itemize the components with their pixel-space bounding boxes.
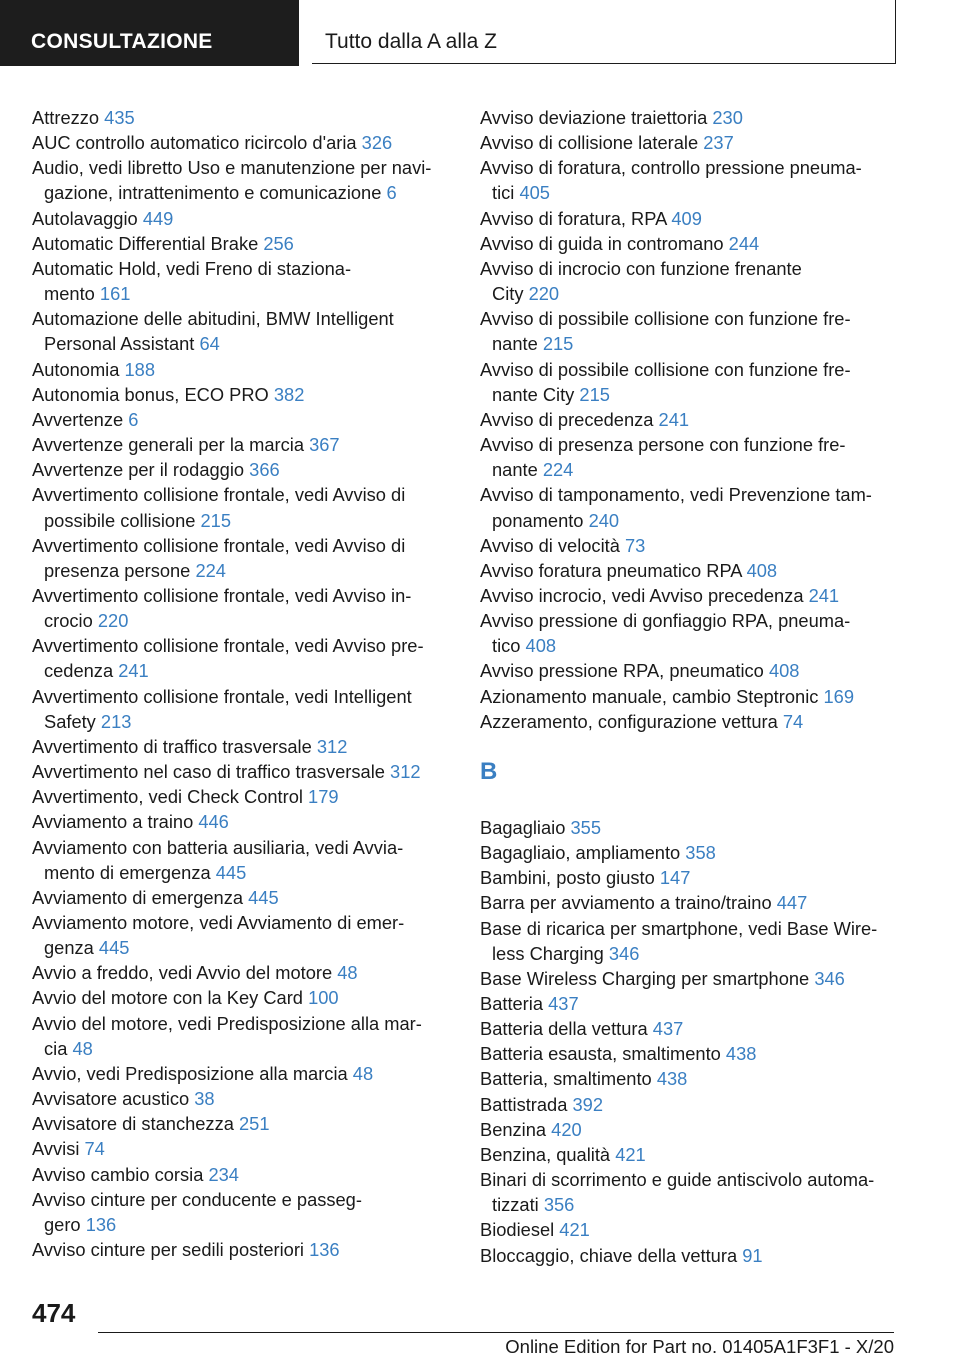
entry-term: gero (44, 1213, 81, 1235)
entry-term: Avvertimento collisione frontale, vedi Intelligent (32, 685, 412, 707)
page-reference-link[interactable]: 312 (390, 761, 421, 783)
entry-term: Autonomia bonus, ECO PRO (32, 383, 269, 405)
entry-term: Avviso pressione di gonfiaggio RPA, pneuma- (480, 610, 851, 632)
index-entry (480, 105, 900, 130)
page-reference-link[interactable]: 409 (671, 207, 702, 229)
entry-term: Binari di scorrimento e guide antiscivolo automa- (480, 1169, 875, 1191)
entry-term: genza (44, 937, 94, 959)
page-header (0, 0, 960, 66)
index-entry (480, 658, 900, 683)
index-entry (480, 432, 900, 482)
page-reference-link[interactable]: 244 (728, 232, 760, 254)
page-reference-link[interactable]: 408 (768, 660, 800, 682)
page-reference-link[interactable]: 358 (685, 842, 716, 864)
index-entry (480, 533, 900, 558)
entry-term: cia (44, 1037, 68, 1059)
index-entry (32, 1061, 450, 1086)
entry-term: Avviso di precedenza (480, 408, 654, 430)
page-reference-link[interactable]: 6 (386, 182, 397, 204)
index-entry (480, 130, 900, 155)
entry-term: Automatic Differential Brake (32, 232, 259, 254)
entry-term: Avviso di incrocio con funzione frenante (480, 257, 802, 279)
page-reference-link[interactable]: 220 (528, 283, 560, 305)
index-entry (480, 482, 900, 532)
index-entry (32, 633, 450, 683)
entry-term: Avvertimento di traffico trasversale (32, 735, 312, 757)
page-reference-link[interactable]: 437 (652, 1018, 684, 1040)
page-reference-link[interactable]: 408 (525, 635, 557, 657)
page-reference-link[interactable]: 256 (263, 232, 294, 254)
index-entry (480, 709, 900, 734)
index-entry (480, 1066, 900, 1091)
page-reference-link[interactable]: 48 (337, 962, 358, 984)
entry-term: Avviso pressione RPA, pneumatico (480, 660, 764, 682)
index-entry (32, 1086, 450, 1111)
index-entry (480, 916, 900, 966)
entry-term: City (492, 283, 524, 305)
index-entry (480, 1167, 900, 1217)
page-reference-link[interactable]: 6 (128, 408, 139, 430)
index-entry (480, 256, 900, 306)
page-reference-link[interactable]: 346 (608, 942, 640, 964)
page-reference-link[interactable]: 438 (725, 1043, 757, 1065)
index-entry (480, 155, 900, 205)
entry-term: Avvertimento collisione frontale, vedi Avviso di (32, 484, 406, 506)
page-reference-link[interactable]: 64 (199, 333, 220, 355)
index-entry (32, 105, 450, 130)
page-reference-link[interactable]: 215 (542, 333, 574, 355)
entry-term: Avviso di tamponamento, vedi Prevenzione tam- (480, 484, 872, 506)
index-entry (480, 1243, 900, 1268)
entry-term: Avvio del motore, vedi Predisposizione alla mar- (32, 1012, 422, 1034)
index-entry (32, 407, 450, 432)
entry-term: Azzeramento, configurazione vettura (480, 710, 778, 732)
entry-term: Avviamento a traino (32, 811, 194, 833)
entry-term: Azionamento manuale, cambio Steptronic (480, 685, 819, 707)
entry-term: Avviso cambio corsia (32, 1163, 204, 1185)
entry-term: Avvertimento, vedi Check Control (32, 786, 303, 808)
page-reference-link[interactable]: 420 (551, 1118, 582, 1140)
page-reference-link[interactable]: 251 (238, 1113, 270, 1135)
index-entry (32, 357, 450, 382)
entry-term: crocio (44, 610, 93, 632)
footer-divider (98, 1332, 894, 1333)
page-reference-link[interactable]: 437 (548, 993, 579, 1014)
index-entry (32, 1162, 450, 1187)
page-reference-link[interactable]: 241 (118, 660, 149, 682)
entry-term: Avviso cinture per conducente e passeg- (32, 1188, 362, 1210)
entry-term: tico (492, 635, 521, 657)
entry-term: Automatic Hold, vedi Freno di staziona- (32, 257, 352, 279)
index-entry (32, 1111, 450, 1136)
index-entry (480, 231, 900, 256)
entry-term: Barra per avviamento a traino/traino (480, 892, 772, 914)
entry-term: Avvertimento collisione frontale, vedi Avviso di (32, 534, 406, 556)
page-reference-link[interactable]: 215 (200, 509, 232, 531)
entry-term: presenza persone (44, 559, 191, 581)
entry-term: mento di emergenza (44, 861, 211, 883)
index-entry (32, 457, 450, 482)
index-entry (32, 885, 450, 910)
entry-term: Avvio del motore con la Key Card (32, 987, 303, 1009)
entry-term: Audio, vedi libretto Uso e manutenzione per navi- (32, 157, 432, 179)
index-entry (480, 865, 900, 890)
page-reference-link[interactable]: 91 (742, 1244, 763, 1266)
entry-term: Autolavaggio (32, 207, 138, 229)
index-entry (480, 357, 900, 407)
entry-term: Avvertenze generali per la marcia (32, 434, 304, 456)
index-entry (32, 432, 450, 457)
index-entry (32, 835, 450, 885)
index-entry (32, 382, 450, 407)
page-reference-link[interactable]: 240 (588, 509, 620, 531)
index-entry (480, 583, 900, 608)
index-entry (480, 1217, 900, 1242)
entry-term: Avviso di guida in contromano (480, 232, 724, 254)
index-entry (32, 910, 450, 960)
page-reference-link[interactable]: 241 (808, 584, 840, 606)
page-reference-link[interactable]: 367 (309, 434, 340, 456)
index-entry (480, 815, 900, 840)
page-reference-link[interactable]: 147 (659, 867, 691, 889)
page-reference-link[interactable]: 366 (249, 459, 280, 481)
index-column-right (480, 105, 900, 1268)
page-reference-link[interactable]: 445 (248, 886, 279, 908)
index-entry (32, 1136, 450, 1161)
page-reference-link[interactable]: 445 (98, 937, 130, 959)
index-entry (32, 583, 450, 633)
entry-term: Avvio, vedi Predisposizione alla marcia (32, 1062, 348, 1084)
page-reference-link[interactable]: 355 (570, 816, 601, 838)
page-reference-link[interactable]: 179 (308, 786, 339, 808)
entry-term: Biodiesel (480, 1219, 555, 1241)
entry-term: Avvio a freddo, vedi Avvio del motore (32, 962, 333, 984)
entry-term: Batteria, smaltimento (480, 1068, 652, 1090)
page-reference-link[interactable]: 224 (542, 459, 574, 481)
index-entry (32, 155, 450, 205)
entry-term: Bagagliaio, ampliamento (480, 842, 681, 864)
page-reference-link[interactable]: 405 (519, 182, 550, 204)
edition-note: Online Edition for Part no. 01405A1F3F1 - X/20 (505, 1336, 894, 1357)
index-entry (32, 130, 450, 155)
entry-term: Avviso di presenza persone con funzione fre- (480, 434, 846, 456)
page-reference-link[interactable]: 188 (124, 358, 156, 380)
page-reference-link[interactable]: 38 (194, 1088, 215, 1110)
index-entry (480, 1092, 900, 1117)
index-entry (480, 1142, 900, 1167)
page-reference-link[interactable]: 136 (309, 1239, 340, 1261)
entry-term: Base di ricarica per smartphone, vedi Base Wire- (480, 917, 878, 939)
entry-term: Avviamento motore, vedi Avviamento di emer- (32, 912, 405, 933)
page-reference-link[interactable]: 445 (215, 861, 247, 883)
index-entry (32, 784, 450, 809)
index-entry (32, 734, 450, 759)
entry-term: Benzina, qualità (480, 1143, 611, 1165)
page-reference-link[interactable]: 224 (195, 559, 226, 581)
entry-term: nante City (492, 383, 575, 405)
entry-term: Avviso di velocità (480, 534, 620, 556)
index-entry (480, 1041, 900, 1066)
entry-term: Avvertimento nel caso di traffico trasversale (32, 761, 385, 783)
page-reference-link[interactable]: 241 (658, 408, 690, 430)
index-entry (480, 407, 900, 432)
index-entry (480, 1016, 900, 1041)
index-letter-heading: B (480, 757, 498, 785)
entry-term: nante (492, 333, 538, 355)
entry-term: Batteria esausta, smaltimento (480, 1043, 721, 1065)
page-reference-link[interactable]: 169 (823, 685, 854, 707)
index-entry (32, 809, 450, 834)
page-reference-link[interactable]: 237 (703, 132, 734, 154)
index-entry (480, 840, 900, 865)
index-entry (32, 231, 450, 256)
entry-term: Battistrada (480, 1093, 568, 1115)
page-reference-link[interactable]: 312 (316, 735, 348, 757)
index-entry (480, 306, 900, 356)
entry-term: Avviso foratura pneumatico RPA (480, 559, 742, 581)
entry-term: Bagagliaio (480, 816, 566, 838)
page-reference-link[interactable]: 435 (104, 107, 135, 128)
entry-term: Attrezzo (32, 107, 100, 128)
entry-term: Avviso deviazione traiettoria (480, 107, 708, 128)
entry-term: Avviamento di emergenza (32, 886, 244, 908)
index-entry (32, 256, 450, 306)
entry-term: Avviso di possibile collisione con funzione fre- (480, 308, 851, 330)
entry-term: Avviso incrocio, vedi Avviso precedenza (480, 584, 804, 606)
entry-term: nante (492, 459, 538, 481)
entry-term: Avvertimento collisione frontale, vedi Avviso pre- (32, 635, 424, 657)
entry-term: AUC controllo automatico ricircolo d'aria (32, 132, 357, 154)
entry-term: ponamento (492, 509, 584, 531)
entry-term: tici (492, 182, 515, 204)
page-reference-link[interactable]: 346 (814, 967, 845, 989)
page-reference-link[interactable]: 392 (572, 1093, 603, 1115)
entry-term: Avviso di collisione laterale (480, 132, 699, 154)
entry-term: Autonomia (32, 358, 120, 380)
page-reference-link[interactable]: 421 (615, 1143, 646, 1165)
page-reference-link[interactable]: 382 (273, 383, 305, 405)
index-entry (32, 206, 450, 231)
page-number: 474 (32, 1298, 76, 1328)
page-reference-link[interactable]: 356 (543, 1194, 575, 1216)
page-reference-link[interactable]: 421 (559, 1219, 590, 1241)
index-entry (32, 306, 450, 356)
page-reference-link[interactable]: 48 (352, 1062, 374, 1084)
page-reference-link[interactable]: 161 (99, 283, 131, 305)
page-reference-link[interactable]: 234 (208, 1163, 239, 1185)
entry-term: tizzati (492, 1194, 539, 1216)
page-reference-link[interactable]: 213 (100, 710, 132, 732)
index-entry (32, 985, 450, 1010)
index-entry (480, 206, 900, 231)
entry-term: Avvertimento collisione frontale, vedi Avviso in- (32, 584, 412, 606)
index-entry (480, 890, 900, 915)
entry-term: less Charging (492, 942, 604, 964)
page-reference-link[interactable]: 73 (624, 534, 646, 556)
page-reference-link[interactable]: 449 (142, 207, 174, 229)
page-reference-link[interactable]: 447 (776, 892, 808, 914)
index-entry (480, 684, 900, 709)
entry-term: Avvisatore di stanchezza (32, 1113, 234, 1135)
entry-term: Avvisi (32, 1138, 80, 1160)
entry-term: Avviamento con batteria ausiliaria, vedi Avvia- (32, 836, 404, 858)
entry-term: possibile collisione (44, 509, 196, 531)
index-entry (32, 1237, 450, 1262)
page-reference-link[interactable]: 100 (308, 987, 339, 1009)
index-entry (480, 966, 900, 991)
entry-term: Avviso cinture per sedili posteriori (32, 1239, 304, 1261)
chapter-title: Tutto dalla A alla Z (312, 0, 896, 64)
page-reference-link[interactable]: 48 (72, 1037, 93, 1059)
index-entry (32, 1011, 450, 1061)
entry-term: Bloccaggio, chiave della vettura (480, 1244, 738, 1266)
entry-term: Automazione delle abitudini, BMW Intelligent (32, 308, 394, 330)
entry-term: mento (44, 283, 95, 305)
page-reference-link[interactable]: 220 (97, 610, 129, 632)
index-entry (480, 1117, 900, 1142)
entry-term: Bambini, posto giusto (480, 867, 655, 889)
entry-term: Safety (44, 710, 96, 732)
page-reference-link[interactable]: 215 (579, 383, 610, 405)
index-entry (32, 482, 450, 532)
page-reference-link[interactable]: 438 (656, 1068, 688, 1090)
entry-term: Base Wireless Charging per smartphone (480, 967, 810, 989)
page-reference-link[interactable]: 74 (84, 1138, 105, 1160)
index-entry (480, 558, 900, 583)
entry-term: Personal Assistant (44, 333, 195, 355)
entry-term: Avvertenze per il rodaggio (32, 459, 245, 481)
index-entry (32, 759, 450, 784)
entry-term: Avvisatore acustico (32, 1088, 190, 1110)
section-title: CONSULTAZIONE (0, 0, 299, 66)
index-entry (480, 608, 900, 658)
index-column-left (32, 105, 450, 1262)
index-entry (32, 533, 450, 583)
entry-term: Avviso di possibile collisione con funzione fre- (480, 358, 851, 380)
entry-term: Batteria (480, 993, 544, 1014)
entry-term: Avvertenze (32, 408, 124, 430)
index-entry (480, 991, 900, 1016)
page-reference-link[interactable]: 408 (746, 559, 778, 581)
page-reference-link[interactable]: 74 (782, 710, 804, 732)
page-reference-link[interactable]: 446 (198, 811, 229, 833)
entry-term: Batteria della vettura (480, 1018, 648, 1040)
page-reference-link[interactable]: 230 (712, 107, 743, 128)
page-reference-link[interactable]: 326 (361, 132, 393, 154)
index-entry (32, 684, 450, 734)
entry-term: gazione, intrattenimento e comunicazione (44, 182, 382, 204)
index-entry (32, 960, 450, 985)
page-reference-link[interactable]: 136 (85, 1213, 117, 1235)
index-entry (32, 1187, 450, 1237)
entry-term: Avviso di foratura, RPA (480, 207, 667, 229)
entry-term: Avviso di foratura, controllo pressione pneuma- (480, 157, 862, 179)
entry-term: cedenza (44, 660, 114, 682)
entry-term: Benzina (480, 1118, 547, 1140)
